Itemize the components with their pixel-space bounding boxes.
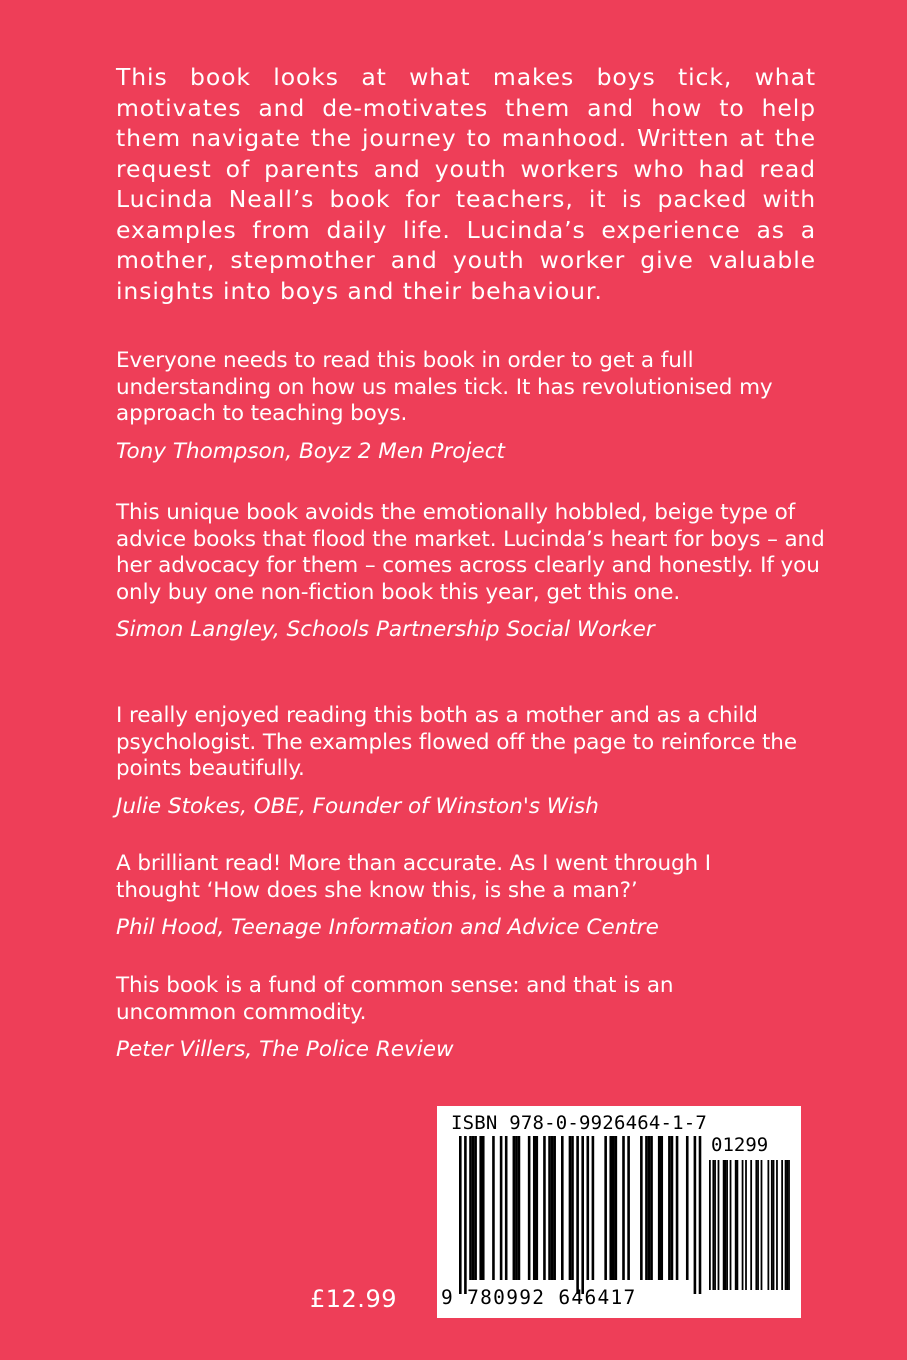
review-quote-source: Tony Thompson, Boyz 2 Men Project bbox=[116, 438, 505, 464]
barcode-bar bbox=[660, 1136, 663, 1280]
addon-bar bbox=[786, 1160, 788, 1290]
addon-bar bbox=[712, 1160, 714, 1290]
review-quote-source: Peter Villers, The Police Review bbox=[116, 1037, 454, 1062]
barcode-bar bbox=[500, 1136, 503, 1280]
barcode-bar bbox=[671, 1136, 674, 1280]
barcode-bar bbox=[515, 1136, 518, 1280]
barcode-bar bbox=[622, 1136, 625, 1280]
barcode-bar bbox=[648, 1136, 651, 1280]
barcode-bar bbox=[694, 1136, 697, 1294]
review-quote-source: Julie Stokes, OBE, Founder of Winston's Wish bbox=[116, 793, 599, 819]
addon-bar bbox=[735, 1160, 737, 1290]
review-quote-1 bbox=[116, 348, 816, 465]
barcode-bar bbox=[469, 1136, 472, 1280]
barcode-bar bbox=[615, 1136, 618, 1280]
review-quote-source: Phil Hood, Teenage Information and Advice Centre bbox=[116, 915, 659, 940]
addon-bar bbox=[757, 1160, 759, 1290]
review-quote-text: This unique book avoids the emotionally hobbled, beige type of advice books that flood the market. Lucinda’s heart for boys – and her advocacy for them – comes across clearly and honestly. If you only buy one non-fiction book this year, get this one. bbox=[116, 500, 825, 605]
review-quote-2 bbox=[116, 500, 836, 643]
addon-bar bbox=[726, 1160, 728, 1290]
barcode-bar bbox=[528, 1136, 531, 1280]
barcode-bar bbox=[472, 1136, 475, 1280]
review-quote-5 bbox=[116, 973, 756, 1063]
barcode-bar bbox=[548, 1136, 551, 1280]
addon-bar bbox=[788, 1160, 790, 1290]
barcode-bar bbox=[612, 1136, 615, 1280]
barcode-bar bbox=[571, 1136, 574, 1280]
addon-bar bbox=[761, 1160, 763, 1290]
barcode-bar bbox=[505, 1136, 508, 1280]
barcode-bar bbox=[479, 1136, 482, 1280]
ean13-bars bbox=[459, 1136, 701, 1294]
barcode-bar bbox=[513, 1136, 516, 1280]
barcode-bar bbox=[650, 1136, 653, 1280]
barcode-bar bbox=[536, 1136, 539, 1280]
barcode-bar bbox=[581, 1136, 584, 1294]
addon-bar bbox=[714, 1160, 716, 1290]
barcode-bar bbox=[474, 1136, 477, 1280]
barcode-addon-code: 01299 bbox=[711, 1134, 769, 1156]
back-cover-blurb: This book looks at what makes boys tick, what motivates and de-motivates them and how to help them navigate the journey to manhood. Written at the request of parents and youth workers who had read Lucinda Neall’s book for teachers, it is packed with examples from daily life. Lucinda’s experience as a mother, stepmother and youth worker give valuable insights into boys and their behaviour. bbox=[116, 63, 816, 305]
barcode-bar bbox=[569, 1136, 572, 1280]
barcode-bar bbox=[587, 1136, 590, 1280]
barcode-bar bbox=[676, 1136, 679, 1280]
barcode-bar bbox=[464, 1136, 467, 1294]
addon-bars bbox=[709, 1160, 790, 1290]
barcode-bar bbox=[699, 1136, 702, 1294]
addon-bar bbox=[771, 1160, 773, 1290]
addon-bar bbox=[755, 1160, 757, 1290]
barcode-bar bbox=[668, 1136, 671, 1280]
review-quote-4 bbox=[116, 851, 756, 941]
addon-bar bbox=[781, 1160, 783, 1290]
review-quote-3 bbox=[116, 703, 816, 820]
barcode-bar bbox=[609, 1136, 612, 1280]
addon-bar bbox=[709, 1160, 711, 1290]
ean-digits: 9 780992 646417 bbox=[441, 1286, 637, 1309]
addon-bar bbox=[745, 1160, 747, 1290]
addon-bar bbox=[718, 1160, 720, 1290]
barcode-bar bbox=[518, 1136, 521, 1280]
review-quote-text: Everyone needs to read this book in order to get a full understanding on how us males tick. It has revolutionised my approach to teaching boys. bbox=[116, 348, 773, 426]
barcode-bar bbox=[492, 1136, 495, 1280]
barcode-bar bbox=[533, 1136, 536, 1280]
barcode-bar bbox=[561, 1136, 564, 1280]
barcode-bar bbox=[576, 1136, 579, 1294]
review-quote-text: This book is a fund of common sense: and that is an uncommon commodity. bbox=[116, 973, 674, 1025]
price-label: £12.99 bbox=[310, 1285, 397, 1313]
barcode-bar bbox=[592, 1136, 595, 1280]
review-quote-text: A brilliant read! More than accurate. As I went through I thought ‘How does she know this, is she a man?’ bbox=[116, 851, 712, 903]
barcode-bar bbox=[686, 1136, 689, 1280]
addon-bar bbox=[750, 1160, 752, 1290]
addon-bar bbox=[737, 1160, 739, 1290]
review-quote-text: I really enjoyed reading this both as a mother and as a child psychologist. The examples flowed off the page to reinforce the points beautifully. bbox=[116, 703, 797, 781]
addon-bar bbox=[785, 1160, 787, 1290]
barcode-bar bbox=[551, 1136, 554, 1280]
isbn-barcode bbox=[437, 1106, 801, 1318]
isbn-label: ISBN 978-0-9926464-1-7 bbox=[451, 1112, 708, 1134]
barcode-bar bbox=[459, 1136, 462, 1294]
barcode-bar bbox=[604, 1136, 607, 1280]
addon-bar bbox=[767, 1160, 769, 1290]
barcode-bar bbox=[640, 1136, 643, 1280]
barcode-bar bbox=[543, 1136, 546, 1280]
review-quote-source: Simon Langley, Schools Partnership Social Worker bbox=[116, 617, 655, 642]
addon-bar bbox=[724, 1160, 726, 1290]
barcode-bar bbox=[482, 1136, 485, 1280]
barcode-bar bbox=[645, 1136, 648, 1280]
barcode-bar bbox=[553, 1136, 556, 1280]
addon-bar bbox=[776, 1160, 778, 1290]
addon-bar bbox=[773, 1160, 775, 1290]
barcode-bar bbox=[627, 1136, 630, 1280]
addon-bar bbox=[730, 1160, 732, 1290]
addon-bar bbox=[723, 1160, 725, 1290]
addon-bar bbox=[742, 1160, 744, 1290]
barcode-bar bbox=[658, 1136, 661, 1280]
